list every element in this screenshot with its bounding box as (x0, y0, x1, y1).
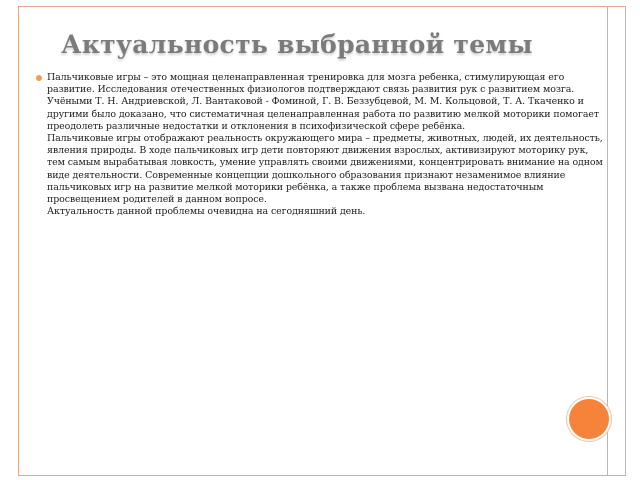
slide-content (36, 72, 608, 218)
bullet-icon (36, 75, 42, 81)
decorative-circle-icon (569, 399, 609, 439)
body-text: Пальчиковые игры – это мощная целенаправленная тренировка для мозга ребенка, стимулирующая его развитие. Исследования отечественных физиологов подтверждают связь развития рук с развитием мозга. Учёными Т. Н. Андриевской, Л. Вантаковой - Фоминой, Г. В. Беззубцевой, М. М. Кольцовой, Т. А. Ткаченко и другими было доказано, что систематичная целенаправленная работа по развитию мелкой моторики помогает преодолеть различные недостатки и отклонения в психофизической сфере ребёнка. Пальчиковые игры отображают реальность окружающего мира – предметы, животных, людей, их деятельность, явления природы. В ходе пальчиковых игр дети повторяют движения взрослых, активизируют моторику рук, тем самым вырабатывая ловкость, умение управлять своими движениями, концентрировать внимание на одном виде деятельности. Современные концепции дошкольного образования признают незаменимое влияние пальчиковых игр на развитие мелкой моторики ребёнка, а также проблема вызвана недостаточным просвещением родителей в данном вопросе. Актуальность данной проблемы очевидна на сегодняшний день. (47, 72, 603, 218)
slide-title: Актуальность выбранной темы (61, 30, 533, 59)
